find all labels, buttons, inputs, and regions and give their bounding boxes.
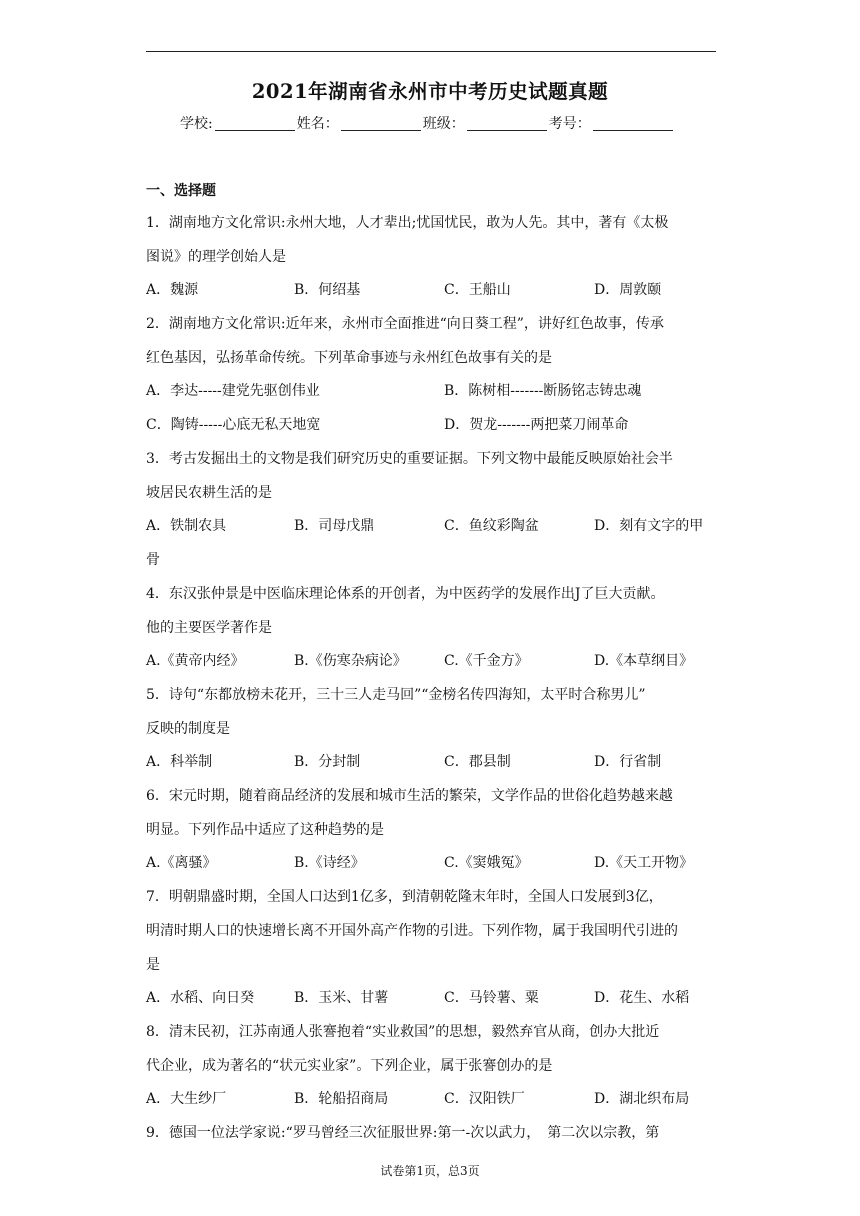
question-3-option-b: B．司母戊鼎 — [294, 518, 375, 534]
question-4-option-c: C.《千金方》 — [444, 653, 529, 669]
question-4-line-1: 4．东汉张仲景是中医临床理论体系的开创者，为中医药学的发展作出J了巨大贡献。 — [146, 586, 665, 602]
question-5-line-2: 反映的制度是 — [146, 721, 230, 737]
name-blank[interactable] — [341, 116, 421, 131]
school-blank[interactable] — [215, 116, 295, 131]
question-1-line-1: 1．湖南地方文化常识:永州大地，人才辈出;忧国忧民，敢为人先。其中，著有《太极 — [146, 215, 669, 231]
question-2-line-1: 2．湖南地方文化常识:近年来，永州市全面推进“向日葵工程”，讲好红色故事，传承 — [146, 316, 664, 332]
class-label: 班级： — [422, 116, 465, 132]
question-5-option-b: B．分封制 — [294, 754, 361, 770]
question-2-option-b: B．陈树相-------断肠铭志铸忠魂 — [444, 383, 642, 399]
question-7-line-3: 是 — [146, 957, 160, 973]
section-title: 一、选择题 — [146, 183, 216, 199]
question-3-line-2: 坡居民农耕生活的是 — [146, 485, 272, 501]
question-6-line-2: 明显。下列作品中适应了这种趋势的是 — [146, 822, 384, 838]
question-6-option-b: B.《诗经》 — [294, 855, 365, 871]
question-1-option-a: A．魏源 — [146, 282, 199, 298]
question-4-line-2: 他的主要医学著作是 — [146, 620, 272, 636]
page-title: 2021年湖南省永州市中考历史试题真题 — [251, 80, 609, 103]
question-6-option-c: C.《窦娥冤》 — [444, 855, 529, 871]
question-8-option-a: A．大生纱厂 — [146, 1091, 227, 1107]
school-label: 学校: — [180, 116, 213, 132]
question-9-line-1: 9．德国一位法学家说:“罗马曾经三次征服世界:第一-次以武力， 第二次以宗教，第 — [146, 1125, 660, 1141]
question-6-option-d: D.《天工开物》 — [594, 855, 694, 871]
question-4-option-d: D.《本草纲目》 — [594, 653, 694, 669]
question-8-line-2: 代企业，成为著名的“状元实业家”。下列企业，属于张謇创办的是 — [146, 1058, 553, 1074]
question-8-option-d: D．湖北织布局 — [594, 1091, 690, 1107]
class-blank[interactable] — [467, 116, 547, 131]
question-8-option-c: C．汉阳铁厂 — [444, 1091, 525, 1107]
question-5-option-d: D．行省制 — [594, 754, 662, 770]
question-1-option-b: B．何绍基 — [294, 282, 361, 298]
header-rule — [146, 51, 716, 52]
question-5-line-1: 5．诗句“东都放榜未花开，三十三人走马回”“金榜名传四海知，太平时合称男儿” — [146, 687, 646, 703]
question-8-line-1: 8．清末民初，江苏南通人张謇抱着“实业救国”的思想，毅然弃官从商，创办大批近 — [146, 1024, 660, 1040]
question-2-option-d: D．贺龙-------两把菜刀闹革命 — [444, 417, 629, 433]
question-4-option-a: A.《黄帝内经》 — [146, 653, 245, 669]
exam-no-label: 考号： — [548, 116, 591, 132]
question-2-option-c: C．陶铸-----心底无私天地宽 — [146, 417, 321, 433]
student-info-row — [180, 113, 675, 133]
question-3-option-a: A．铁制农具 — [146, 518, 227, 534]
question-3-option-c: C．鱼纹彩陶盆 — [444, 518, 539, 534]
question-7-option-c: C．马铃薯、粟 — [444, 990, 539, 1006]
question-6-option-a: A.《离骚》 — [146, 855, 217, 871]
question-2-option-a: A．李达-----建党先驱创伟业 — [146, 383, 320, 399]
question-1-line-2: 图说》的理学创始人是 — [146, 249, 286, 265]
question-5-option-a: A．科举制 — [146, 754, 213, 770]
question-1-option-d: D．周敦颐 — [594, 282, 662, 298]
question-6-line-1: 6．宋元时期，随着商品经济的发展和城市生活的繁荣，文学作品的世俗化趋势越来越 — [146, 788, 673, 804]
exam-no-blank[interactable] — [593, 116, 673, 131]
question-3-option-d: D．刻有文字的甲 — [594, 518, 704, 534]
page-footer: 试卷第1页，总3页 — [380, 1164, 480, 1178]
question-7-option-a: A．水稻、向日癸 — [146, 990, 255, 1006]
question-7-line-1: 7．明朝鼎盛时期，全国人口达到1亿多，到清朝乾隆末年时，全国人口发展到3亿， — [146, 889, 663, 905]
question-8-option-b: B．轮船招商局 — [294, 1091, 389, 1107]
question-3-line-1: 3．考古发掘出土的文物是我们研究历史的重要证据。下列文物中最能反映原始社会半 — [146, 451, 673, 467]
question-5-option-c: C．郡县制 — [444, 754, 511, 770]
question-1-option-c: C．王船山 — [444, 282, 511, 298]
name-label: 姓名： — [296, 116, 339, 132]
question-7-option-b: B．玉米、甘薯 — [294, 990, 389, 1006]
question-2-line-2: 红色基因，弘扬革命传统。下列革命事迹与永州红色故事有关的是 — [146, 350, 552, 366]
question-3-option-d-tail: 骨 — [146, 552, 160, 568]
question-7-line-2: 明清时期人口的快速增长离不开国外高产作物的引进。下列作物，属于我国明代引进的 — [146, 923, 678, 939]
question-7-option-d: D．花生、水稻 — [594, 990, 690, 1006]
question-4-option-b: B.《伤寒杂病论》 — [294, 653, 407, 669]
